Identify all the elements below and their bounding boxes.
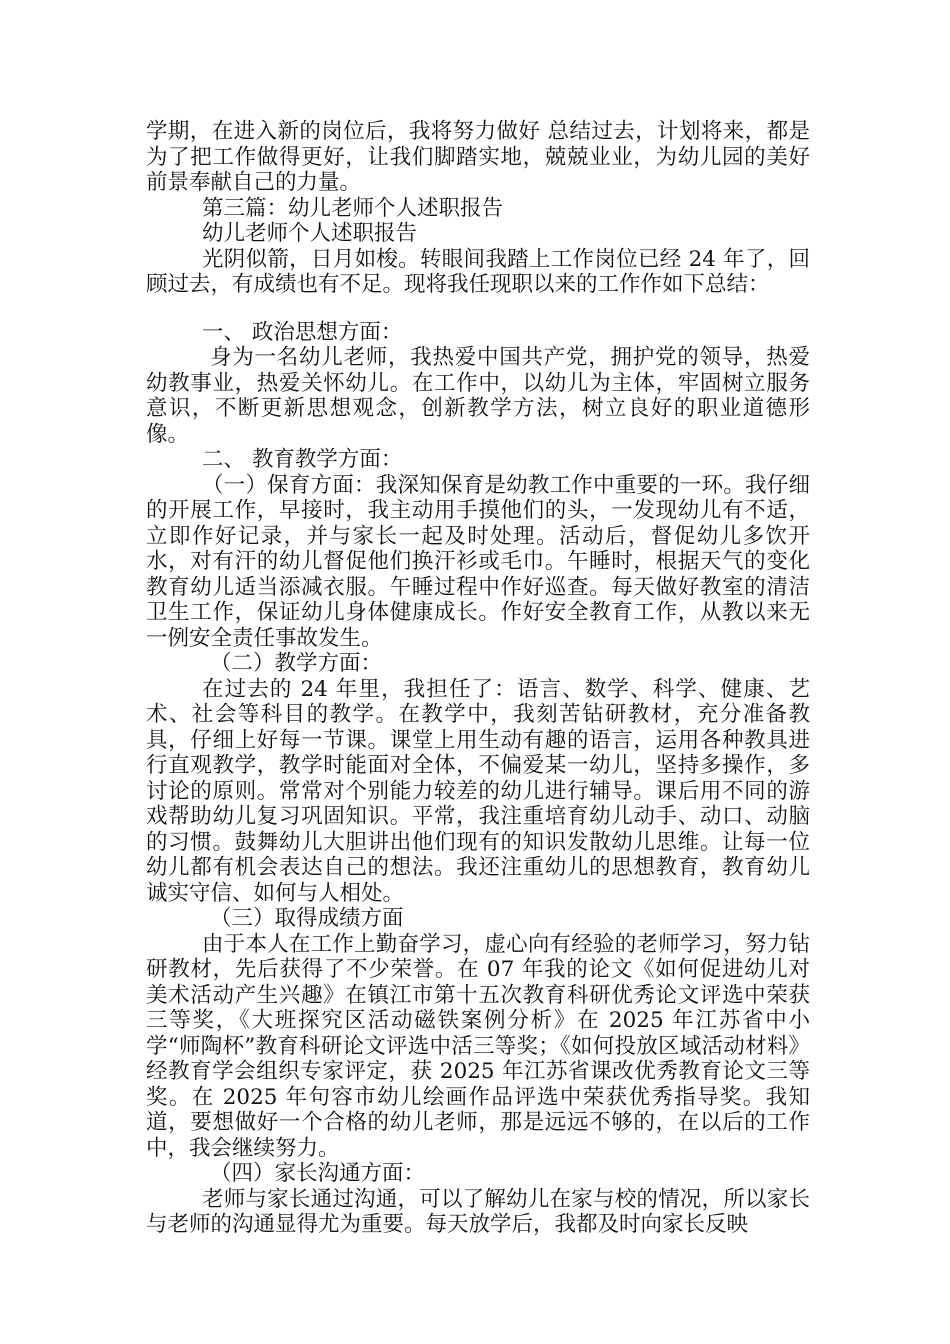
report-title: 幼儿老师个人述职报告 [202, 221, 418, 246]
section-title: 第三篇：幼儿老师个人述职报告 [202, 195, 504, 221]
document-page [146, 119, 810, 1238]
paragraph-intro: 光阴似箭，日月如梭。转眼间我踏上工作岗位已经 24 年了，回顾过去，有成绩也有不足。现将我任现职以来的工作作如下总结： [146, 246, 810, 297]
heading-teaching: （二）教学方面： [210, 651, 383, 676]
paragraph-parents: 老师与家长通过沟通，可以了解幼儿在家与校的情况，所以家长与老师的沟通显得尤为重要。每天放学后，我都及时向家长反映 [146, 1186, 810, 1237]
paragraph-care: （一）保育方面：我深知保育是幼教工作中重要的一环。我仔细的开展工作，早接时，我主动用手摸他们的头，一发现幼儿有不适，立即作好记录，并与家长一起及时处理。活动后，督促幼儿多饮开水，对有汗的幼儿督促他们换汗衫或毛巾。午睡时，根据天气的变化教育幼儿适当添减衣服。午睡过程中作好巡查。每天做好教室的清洁卫生工作，保证幼儿身体健康成长。作好安全教育工作，从教以来无一例安全责任事故发生。 [146, 472, 810, 651]
heading-achievements: （三）取得成绩方面 [210, 906, 404, 931]
paragraph-teaching: 在过去的 24 年里，我担任了：语言、数学、科学、健康、艺术、社会等科目的教学。在教学中，我刻苦钻研教材，充分准备教具，仔细上好每一节课。课堂上用生动有趣的语言，运用各种教具进行直观教学，教学时能面对全体，不偏爱某一幼儿，坚持多操作，多讨论的原则。常常对个别能力较差的幼儿进行辅导。课后用不同的游戏帮助幼儿复习巩固知识。平常，我注重培育幼儿动手、动口、动脑的习惯。鼓舞幼儿大胆讲出他们现有的知识发散幼儿思维。让每一位幼儿都有机会表达自己的想法。我还注重幼儿的思想教育，教育幼儿诚实守信、如何与人相处。 [146, 676, 810, 906]
paragraph-achievements: 由于本人在工作上勤奋学习，虚心向有经验的老师学习，努力钻研教材，先后获得了不少荣誉。在 07 年我的论文《如何促进幼儿对美术活动产生兴趣》在镇江市第十五次教育科研优秀论文评选中荣获三等奖，《大班探究区活动磁铁案例分析》在 2025 年江苏省中小学“师陶杯”教育科研论文评选中活三等奖；《如何投放区域活动材料》经教育学会组织专家评定，获 2025 年江苏省课改优秀教育论文三等奖。在 2025 年句容市幼儿绘画作品评选中荣获优秀指导奖。我知道，要想做好一个合格的幼儿老师，那是远远不够的，在以后的工作中，我会继续努力。 [146, 931, 810, 1161]
heading-political: 一、 政治思想方面： [202, 319, 403, 345]
heading-education: 二、 教育教学方面： [202, 447, 403, 472]
paragraph-political: 身为一名幼儿老师，我热爱中国共产党，拥护党的领导，热爱幼教事业，热爱关怀幼儿。在工作中，以幼儿为主体，牢固树立服务意识，不断更新思想观念，创新教学方法，树立良好的职业道德形像。 [146, 345, 810, 447]
heading-parents: （四）家长沟通方面： [210, 1161, 426, 1186]
paragraph-closing: 学期，在进入新的岗位后，我将努力做好 总结过去，计划将来，都是为了把工作做得更好，让我们脚踏实地，兢兢业业，为幼儿园的美好前景奉献自己的力量。 [146, 119, 810, 195]
